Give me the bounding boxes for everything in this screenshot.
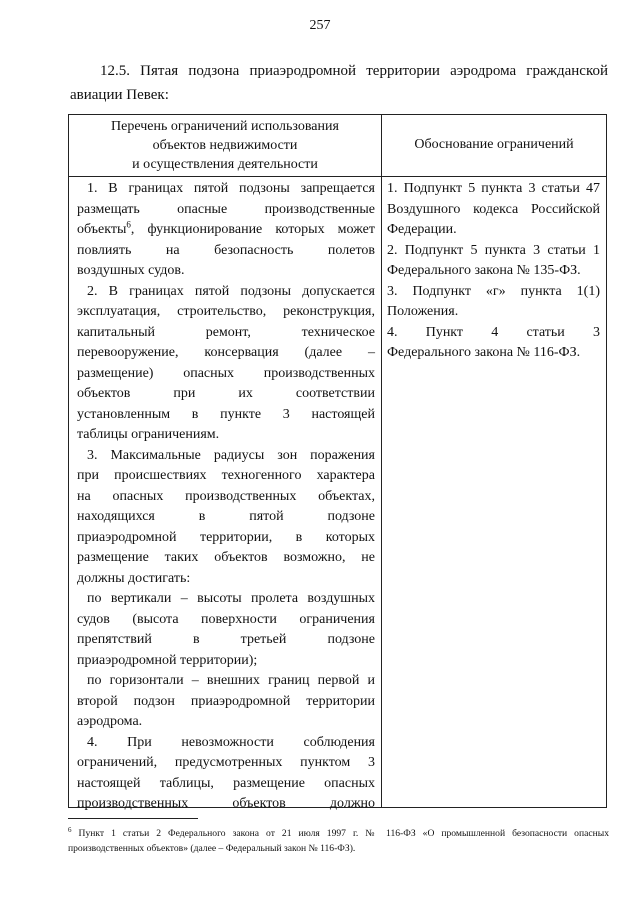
restrictions-table	[68, 114, 607, 811]
footnote	[68, 826, 609, 856]
header-text-line: Перечень ограничений использования	[111, 119, 339, 134]
text-line: аэродрома.	[77, 714, 143, 729]
text-line: размещать опасные производственные	[77, 201, 375, 217]
text-line	[77, 220, 375, 241]
footnote-separator	[68, 818, 198, 819]
text-line: перевооружение, консервация (далее –	[77, 345, 375, 360]
text-line: размещение таких объектов возможно, не	[77, 550, 375, 565]
text-fragment: , функционирование которых может	[130, 222, 375, 237]
footnote-reference: 6	[126, 219, 131, 230]
text-line: 1. В границах пятой подзоны запрещается	[87, 181, 375, 196]
text-line: 1. Подпункт 5 пункта 3 статьи 47	[387, 181, 600, 196]
text-fragment: объекты	[77, 222, 127, 237]
text-line: судов (высота поверхности ограничения	[77, 611, 375, 627]
column-divider	[381, 115, 382, 807]
text-line: должны достигать:	[77, 570, 191, 586]
header-justification: Обоснование ограничений	[414, 137, 574, 152]
text-line: 2. В границах пятой подзоны допускается	[87, 283, 375, 299]
text-line: 4. При невозможности соблюдения	[87, 734, 375, 750]
text-line: при происшествиях техногенного характера	[77, 468, 375, 483]
text-line: повлиять на безопасность полетов	[77, 242, 375, 258]
section-heading	[70, 59, 608, 107]
header-restrictions-list	[69, 117, 381, 174]
header-text-line: объектов недвижимости	[152, 138, 298, 153]
text-line: объектов при их соответствии	[77, 386, 375, 401]
page-number: 257	[309, 18, 331, 33]
text-line: 2. Подпункт 5 пункта 3 статьи 1	[387, 242, 600, 258]
footnote-marker: 6	[68, 825, 72, 834]
text-line: эксплуатация, строительство, реконструкция,	[77, 304, 375, 319]
restrictions-cell	[77, 179, 375, 815]
text-line: 3. Максимальные радиусы зон поражения	[87, 447, 375, 463]
text-line: на опасных производственных объектах,	[77, 488, 375, 504]
text-line: производственных объектов должно	[77, 796, 375, 811]
table-header-row	[69, 115, 606, 177]
footnote-text: Пункт 1 статьи 2 Федерального закона от 21 июля 1997 г. № 116-ФЗ «О промышленной безопасности опасных	[71, 828, 609, 839]
text-line: размещение) опасных производственных	[77, 365, 375, 381]
footnote-line: производственных объектов» (далее – Федеральный закон № 116-ФЗ).	[68, 843, 356, 854]
text-line: второй подзон приаэродромной территории	[77, 693, 375, 709]
text-line: капитальный ремонт, техническое	[77, 324, 375, 340]
header-text-line: и осуществления деятельности	[132, 157, 318, 172]
text-line: препятствий в третьей подзоне	[77, 632, 375, 647]
text-line: таблицы ограничениям.	[77, 427, 220, 442]
text-line: воздушных судов.	[77, 263, 185, 278]
text-line: установленным в пункте 3 настоящей	[77, 406, 375, 422]
text-line: Федерации.	[387, 222, 457, 237]
text-line: Федерального закона № 116-ФЗ.	[387, 345, 581, 360]
text-line: Воздушного кодекса Российской	[387, 201, 600, 217]
section-heading-line: 12.5. Пятая подзона приаэродромной территории аэродрома гражданской	[100, 63, 608, 79]
text-line: ограничений, предусмотренных пунктом 3	[77, 755, 375, 770]
text-line: 4. Пункт 4 статьи 3	[387, 324, 600, 340]
text-line: по вертикали – высоты пролета воздушных	[87, 591, 375, 606]
text-line: приаэродромной территории);	[77, 652, 258, 668]
text-line: находящихся в пятой подзоне	[77, 509, 375, 524]
text-line: настоящей таблицы, размещение опасных	[77, 775, 375, 791]
text-line: Положения.	[387, 304, 459, 319]
text-line: 3. Подпункт «г» пункта 1(1)	[387, 283, 600, 299]
text-line: Федерального закона № 135-ФЗ.	[387, 263, 581, 278]
text-line: по горизонтали – внешних границ первой и	[87, 673, 375, 688]
text-line: приаэродромной территории, в которых	[77, 529, 375, 545]
justification-cell	[387, 179, 600, 364]
section-heading-line: авиации Певек:	[70, 87, 169, 103]
footnote-line	[68, 826, 609, 841]
